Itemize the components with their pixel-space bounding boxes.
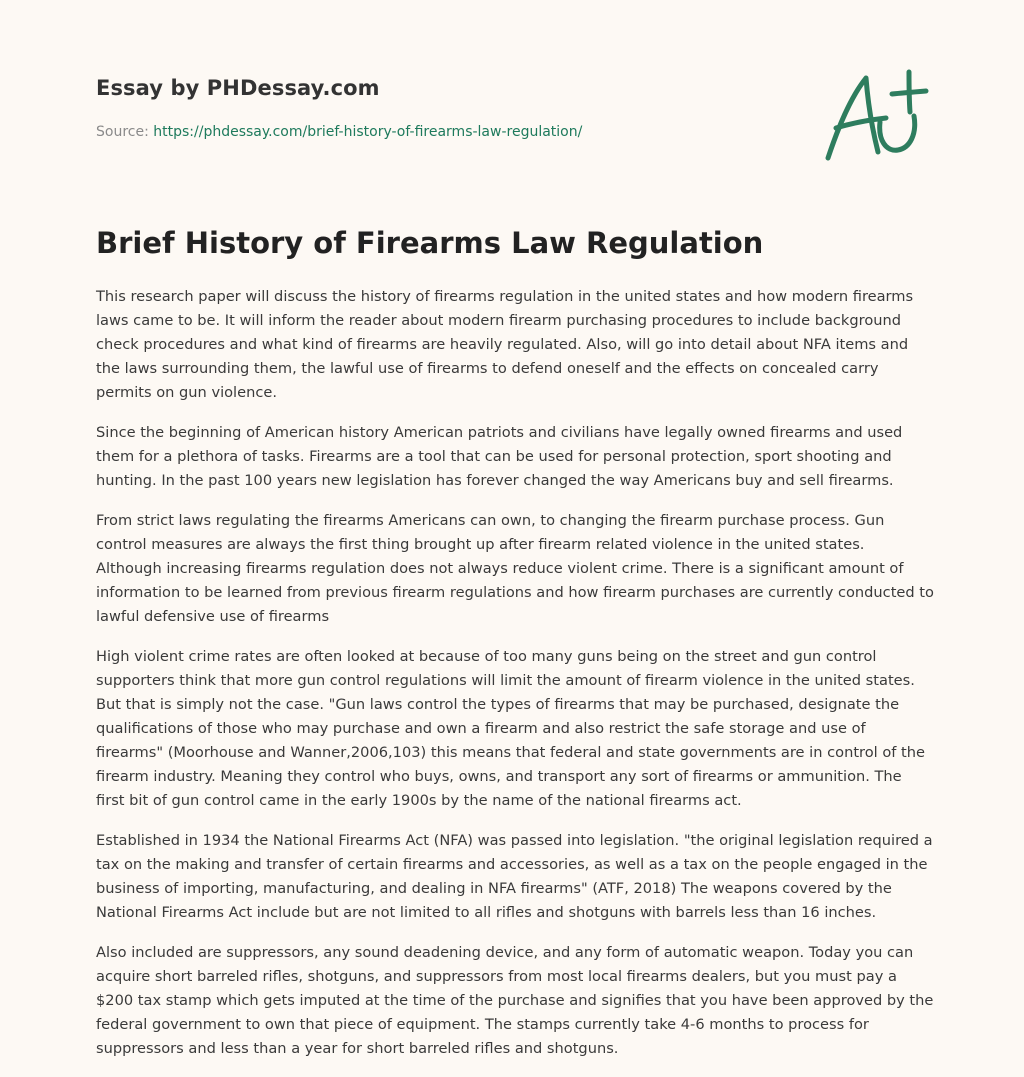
source-line xyxy=(96,124,582,140)
a-plus-logo-icon xyxy=(816,66,936,166)
essay-title: Brief History of Firearms Law Regulation xyxy=(96,226,764,260)
paragraph: High violent crime rates are often looked at because of too many guns being on the street and gun control supporters think that more gun control regulations will limit the amount of firearm violence in the united states. But that is simply not the case. "Gun laws control the types of firearms that may be purchased, designate the qualifications of those who may purchase and own a firearm and also restrict the safe storage and use of firearms" (Moorhouse and Wanner,2006,103) this means that federal and state governments are in control of the firearm industry. Meaning they control who buys, owns, and transport any sort of firearms or ammunition. The first bit of gun control came in the early 1900s by the name of the national firearms act. xyxy=(96,648,925,809)
site-brand: Essay by PHDessay.com xyxy=(96,76,380,100)
source-link[interactable]: https://phdessay.com/brief-history-of-firearms-law-regulation/ xyxy=(153,124,583,140)
source-label: Source: xyxy=(96,124,149,140)
essay-body xyxy=(96,285,934,1077)
paragraph: Also included are suppressors, any sound deadening device, and any form of automatic weapon. Today you can acquire short barreled rifles, shotguns, and suppressors from most local firearms dealers, but you must pay a $200 tax stamp which gets imputed at the time of the purchase and signifies that you have been approved by the federal government to own that piece of equipment. The stamps currently take 4-6 months to process for suppressors and less than a year for short barreled rifles and shotguns. xyxy=(96,944,934,1057)
paragraph: This research paper will discuss the history of firearms regulation in the united states and how modern firearms laws came to be. It will inform the reader about modern firearm purchasing procedures to include background check procedures and what kind of firearms are heavily regulated. Also, will go into detail about NFA items and the laws surrounding them, the lawful use of firearms to defend oneself and the effects on concealed carry permits on gun violence. xyxy=(96,288,914,401)
paragraph: Established in 1934 the National Firearms Act (NFA) was passed into legislation. "the original legislation required a tax on the making and transfer of certain firearms and accessories, as well as a tax on the people engaged in the business of importing, manufacturing, and dealing in NFA firearms" (ATF, 2018) The weapons covered by the National Firearms Act include but are not limited to all rifles and shotguns with barrels less than 16 inches. xyxy=(96,832,933,921)
paragraph: From strict laws regulating the firearms Americans can own, to changing the firearm purchase process. Gun control measures are always the first thing brought up after firearm related violence in the united states. Although increasing firearms regulation does not always reduce violent crime. There is a significant amount of information to be learned from previous firearm regulations and how firearm purchases are currently conducted to lawful defensive use of firearms xyxy=(96,512,934,625)
paragraph: Since the beginning of American history American patriots and civilians have legally owned firearms and used them for a plethora of tasks. Firearms are a tool that can be used for personal protection, sport shooting and hunting. In the past 100 years new legislation has forever changed the way Americans buy and sell firearms. xyxy=(96,424,903,489)
